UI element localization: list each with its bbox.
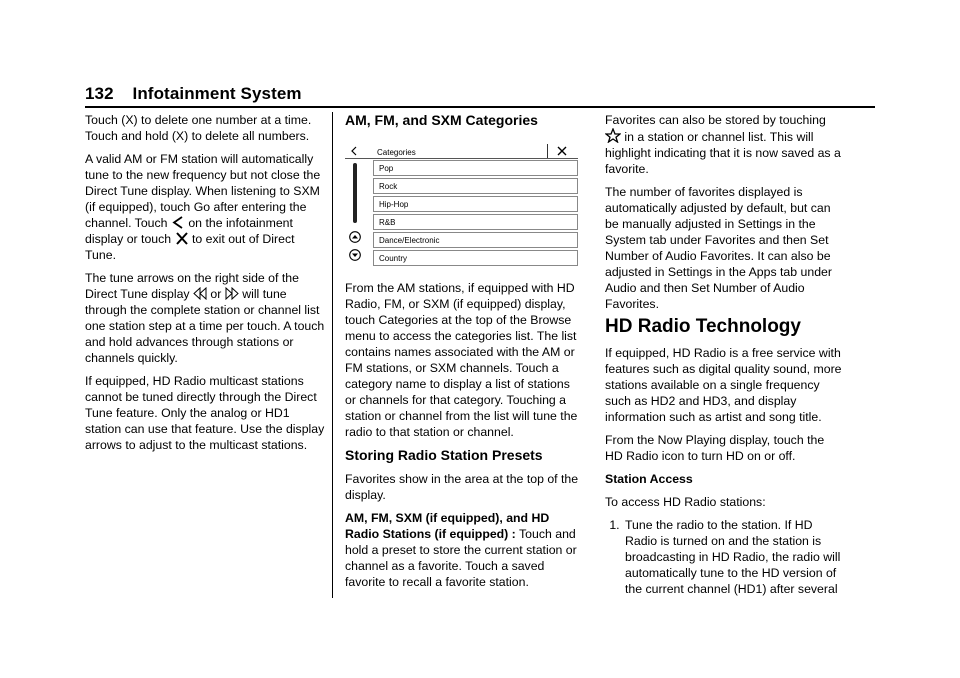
back-icon	[171, 216, 185, 229]
section-heading: HD Radio Technology	[605, 316, 801, 337]
paragraph: From the Now Playing display, touch the HD Radio icon to turn HD on or off.	[605, 433, 825, 463]
section-heading: Storing Radio Station Presets	[345, 447, 543, 463]
paragraph: To access HD Radio stations:	[605, 495, 766, 509]
paragraph	[85, 151, 325, 263]
column-1	[85, 112, 325, 460]
page-number: 132	[85, 84, 114, 103]
text: A valid AM or FM station will automatically tune to the new frequency but not close the Direct Tune display. When listening to SXM (if equipped), touch Go after entering the channel. Touch	[85, 152, 321, 230]
paragraph	[605, 112, 845, 177]
divider	[547, 144, 548, 158]
column-2	[345, 112, 580, 597]
steps-list	[605, 517, 845, 597]
paragraph: From the AM stations, if equipped with HD Radio, FM, or SXM (if equipped) display, touch Categories at the top of the Browse menu to access the categories list. The list contains names associated with the AM or FM stations, or SXM channels. Touch a category name to display a list of stations or channels for that category. Touching a station or channel from the list will tune the radio to that station or channel.	[345, 281, 578, 439]
screen-title-bar	[345, 144, 578, 159]
close-icon[interactable]	[556, 145, 568, 157]
scroll-up-icon[interactable]	[349, 231, 361, 243]
list-item[interactable]: Country	[373, 250, 578, 266]
list-item[interactable]: Dance/Electronic	[373, 232, 578, 248]
categories-screen	[345, 144, 578, 270]
section-heading: AM, FM, and SXM Categories	[345, 112, 538, 128]
close-icon	[175, 232, 189, 245]
paragraph: If equipped, HD Radio multicast stations cannot be tuned directly through the Direct Tune feature. Only the analog or HD1 station can use that feature. Use the display arrows to adjust to the multicast stations.	[85, 374, 325, 452]
paragraph	[85, 270, 325, 366]
subheading: Station Access	[605, 472, 693, 486]
scroll-down-icon[interactable]	[349, 249, 361, 261]
paragraph: If equipped, HD Radio is a free service with features such as digital quality sound, more stations available on a single frequency such as HD2 and HD3, and display information such as artist and song title.	[605, 346, 842, 424]
column-3	[605, 112, 845, 597]
screen-title: Categories	[377, 148, 416, 157]
column-divider	[332, 112, 333, 598]
seek-forward-icon	[225, 287, 239, 300]
list-item: 1. Tune the radio to the station. If HD Radio is turned on and the station is broadcasting in HD Radio, the radio will automatically tune to the HD version of the current channel (HD1) after several	[623, 517, 845, 597]
text: will tune through the complete station or channel list one station step at a time per touch. A touch and hold advances through stations or channels quickly.	[85, 287, 325, 365]
text: Touch and hold a preset to store the current station or channel as a favorite. Touch a saved favorite to recall a favorite station.	[345, 527, 577, 589]
section-title: Infotainment System	[132, 84, 302, 103]
list-item[interactable]: Hip-Hop	[373, 196, 578, 212]
paragraph: Touch (X) to delete one number at a time. Touch and hold (X) to delete all numbers.	[85, 113, 312, 143]
list-item[interactable]: Rock	[373, 178, 578, 194]
seek-back-icon	[193, 287, 207, 300]
category-list	[373, 160, 578, 268]
list-item[interactable]: Pop	[373, 160, 578, 176]
header-rule	[85, 106, 875, 108]
text: or	[210, 287, 222, 301]
back-icon[interactable]	[349, 145, 359, 157]
bold-lead: AM, FM, SXM (if equipped), and HD Radio Stations (if equipped) :	[345, 511, 550, 541]
text: on the infotainment display or touch	[85, 216, 293, 246]
scrollbar[interactable]	[353, 163, 357, 223]
paragraph	[345, 510, 580, 590]
list-item[interactable]: R&B	[373, 214, 578, 230]
text: The tune arrows on the right side of the Direct Tune display	[85, 271, 299, 301]
text: Favorites can also be stored by touching	[605, 113, 826, 127]
paragraph: Favorites show in the area at the top of the display.	[345, 472, 579, 502]
text: in a station or channel list. This will highlight indicating that it is now saved as a favorite.	[605, 130, 841, 176]
page-header	[85, 84, 302, 104]
text: to exit out of Direct Tune.	[85, 232, 295, 262]
star-icon	[605, 128, 621, 143]
paragraph: The number of favorites displayed is automatically adjusted by default, but can be manually adjusted in Settings in the System tab under Favorites and then Set Number of Audio Favorites. It can also be adjusted in Settings in the Apps tab under Audio and then Set Number of Audio Favorites.	[605, 185, 832, 311]
